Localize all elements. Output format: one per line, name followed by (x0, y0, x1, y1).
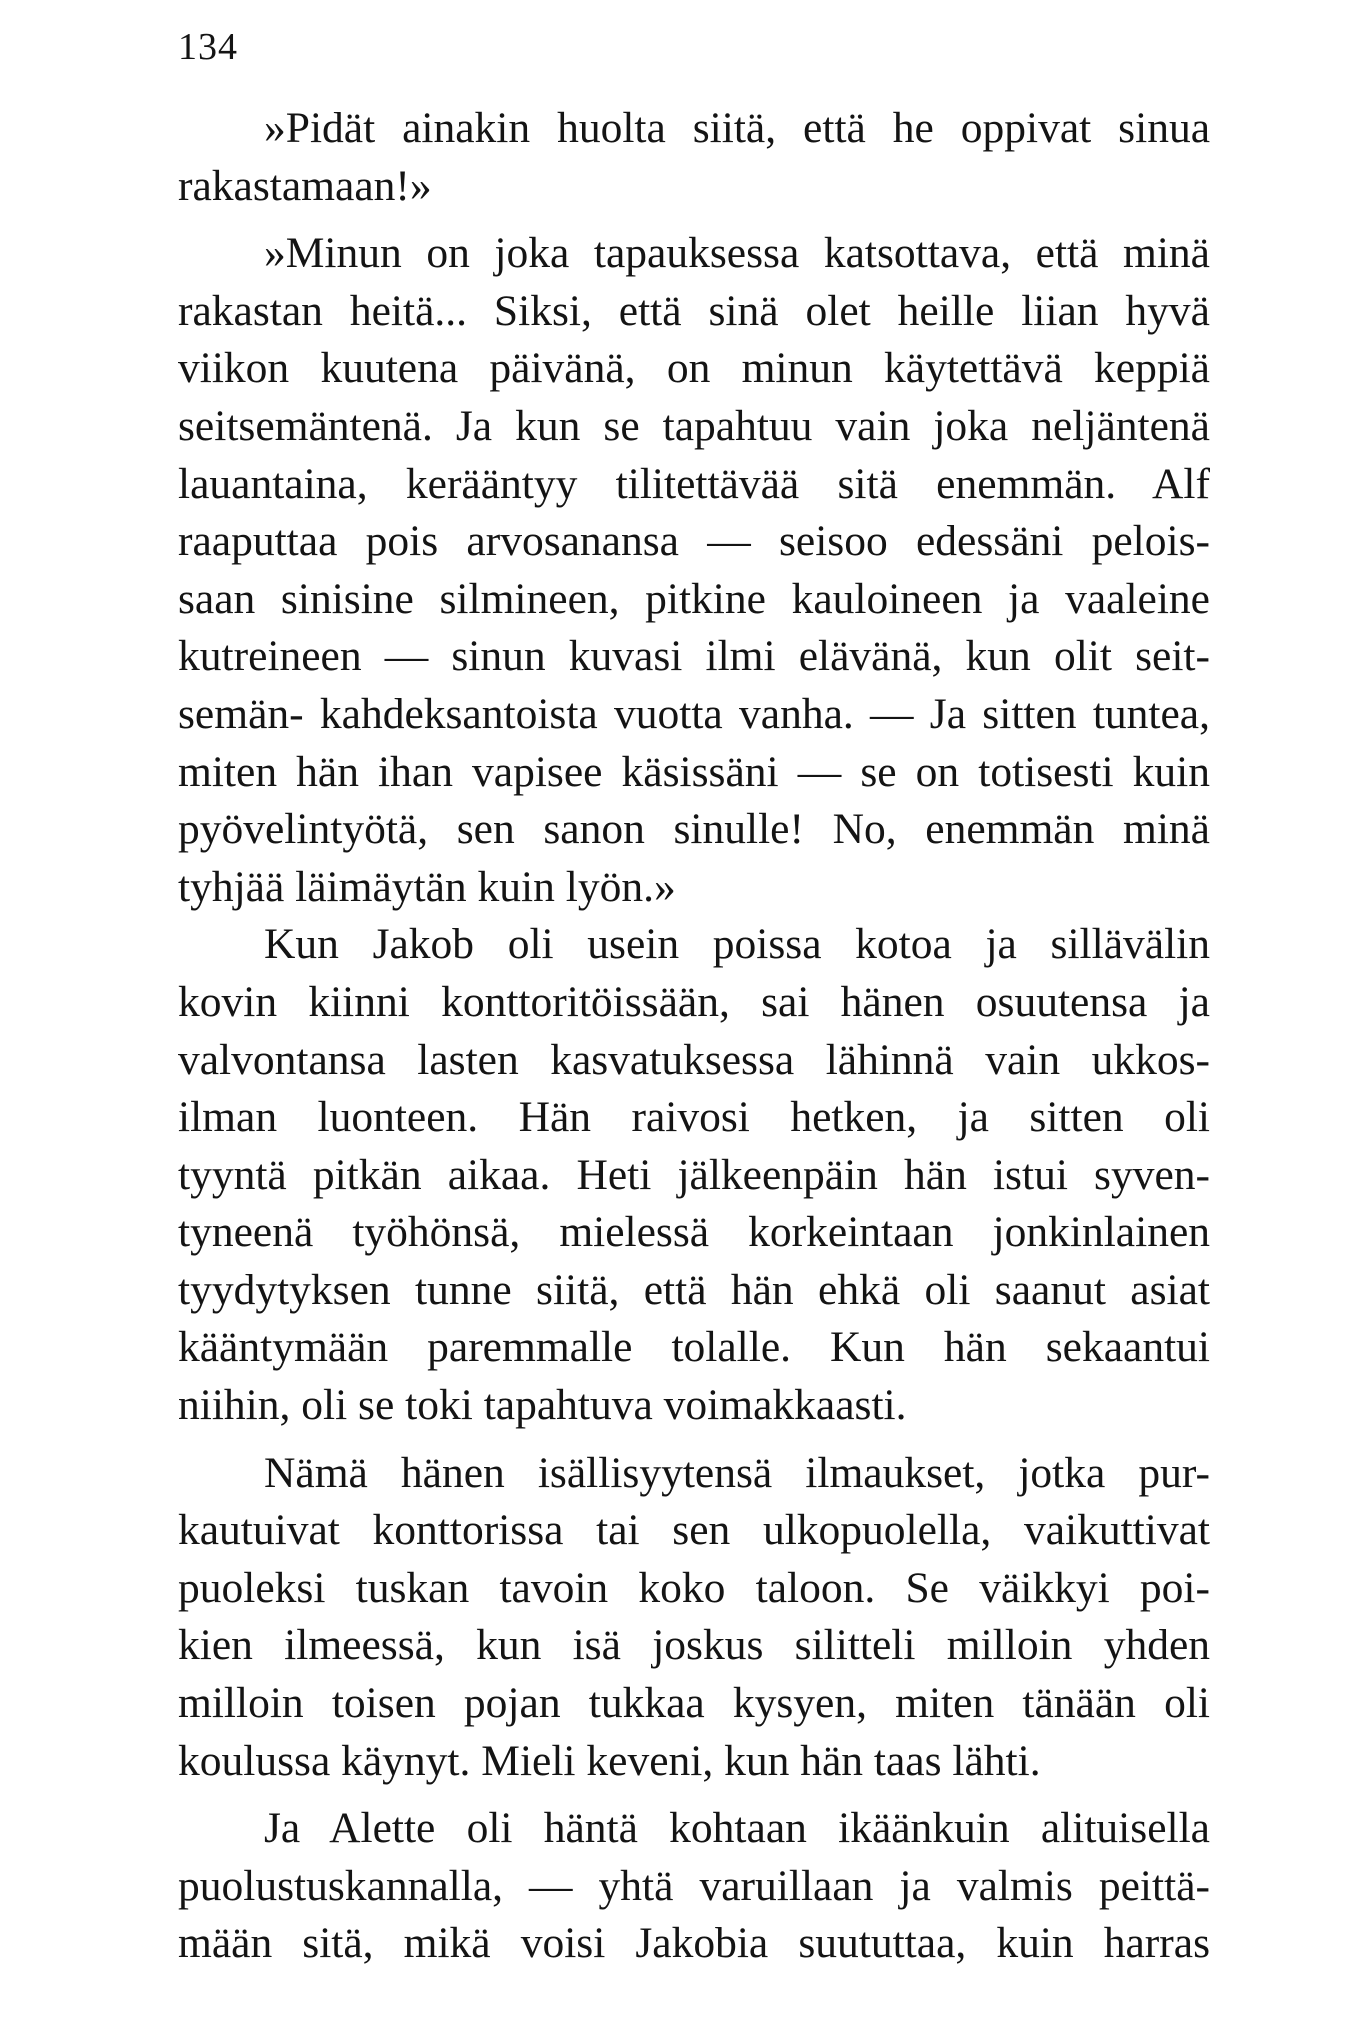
paragraph-3 (178, 916, 1210, 1434)
text-line: koulussa käynyt. Mieli keveni, kun hän taas lähti. (178, 1736, 1041, 1785)
text-line: saan sinisine silmineen, pitkine kauloineen ja vaaleine (178, 574, 1210, 623)
paragraph-2 (178, 225, 1210, 916)
text-line: tyydytyksen tunne siitä, että hän ehkä oli saanut asiat (178, 1265, 1210, 1314)
paragraph-gap (178, 1790, 1210, 1800)
text-line: rakastamaan!» (178, 161, 432, 210)
text-line: »Minun on joka tapauksessa katsottava, että minä (264, 229, 1210, 278)
text-line: rakastan heitä... Siksi, että sinä olet heille liian hyvä (178, 286, 1210, 335)
page-number: 134 (178, 26, 238, 68)
text-line: tyneenä työhönsä, mielessä korkeintaan jonkinlainen (178, 1208, 1210, 1257)
text-line: niihin, oli se toki tapahtuva voimakkaasti. (178, 1381, 907, 1430)
text-line: viikon kuutena päivänä, on minun käytettävä keppiä (178, 344, 1210, 393)
text-line: milloin toisen pojan tukkaa kysyen, miten tänään oli (178, 1679, 1210, 1728)
paragraph-5 (178, 1800, 1210, 1973)
text-line: lauantaina, kerääntyy tilitettävää sitä enemmän. Alf (178, 459, 1210, 508)
paragraph-4 (178, 1445, 1210, 1791)
text-line: raaputtaa pois arvosanansa — seisoo edessäni pelois- (178, 517, 1210, 566)
text-line: kovin kiinni konttoritöissään, sai hänen osuutensa ja (178, 977, 1210, 1026)
text-line: tyyntä pitkän aikaa. Heti jälkeenpäin hän istui syven- (178, 1150, 1210, 1199)
text-line: tyhjää läimäytän kuin lyön.» (178, 862, 676, 911)
text-line: kautuivat konttorissa tai sen ulkopuolella, vaikuttivat (178, 1506, 1210, 1555)
text-line: kutreineen — sinun kuvasi ilmi elävänä, kun olit seit- (178, 632, 1210, 681)
body-text (178, 100, 1210, 1973)
text-line: valvontansa lasten kasvatuksessa lähinnä vain ukkos- (178, 1035, 1210, 1084)
text-line: Nämä hänen isällisyytensä ilmaukset, jotka pur- (264, 1448, 1210, 1497)
text-line: puolustuskannalla, — yhtä varuillaan ja valmis peittä- (178, 1861, 1210, 1910)
text-line: puoleksi tuskan tavoin koko taloon. Se väikkyi poi- (178, 1563, 1210, 1612)
text-line: semän- kahdeksantoista vuotta vanha. — Ja sitten tuntea, (178, 689, 1210, 738)
text-line: mään sitä, mikä voisi Jakobia suututtaa, kuin harras (178, 1919, 1210, 1968)
paragraph-gap (178, 1435, 1210, 1445)
text-line: miten hän ihan vapisee käsissäni — se on totisesti kuin (178, 747, 1210, 796)
text-line: Kun Jakob oli usein poissa kotoa ja sillävälin (264, 920, 1210, 969)
text-line: »Pidät ainakin huolta siitä, että he oppivat sinua (264, 104, 1210, 152)
text-line: seitsemäntenä. Ja kun se tapahtuu vain joka neljäntenä (178, 401, 1210, 450)
text-line: Ja Alette oli häntä kohtaan ikäänkuin alituisella (264, 1804, 1210, 1853)
text-line: kääntymään paremmalle tolalle. Kun hän sekaantui (178, 1323, 1210, 1372)
text-line: kien ilmeessä, kun isä joskus silitteli milloin yhden (178, 1621, 1210, 1670)
paragraph-1 (178, 100, 1210, 215)
text-line: ilman luonteen. Hän raivosi hetken, ja sitten oli (178, 1093, 1210, 1142)
paragraph-gap (178, 215, 1210, 225)
text-line: pyövelintyötä, sen sanon sinulle! No, enemmän minä (178, 805, 1210, 854)
